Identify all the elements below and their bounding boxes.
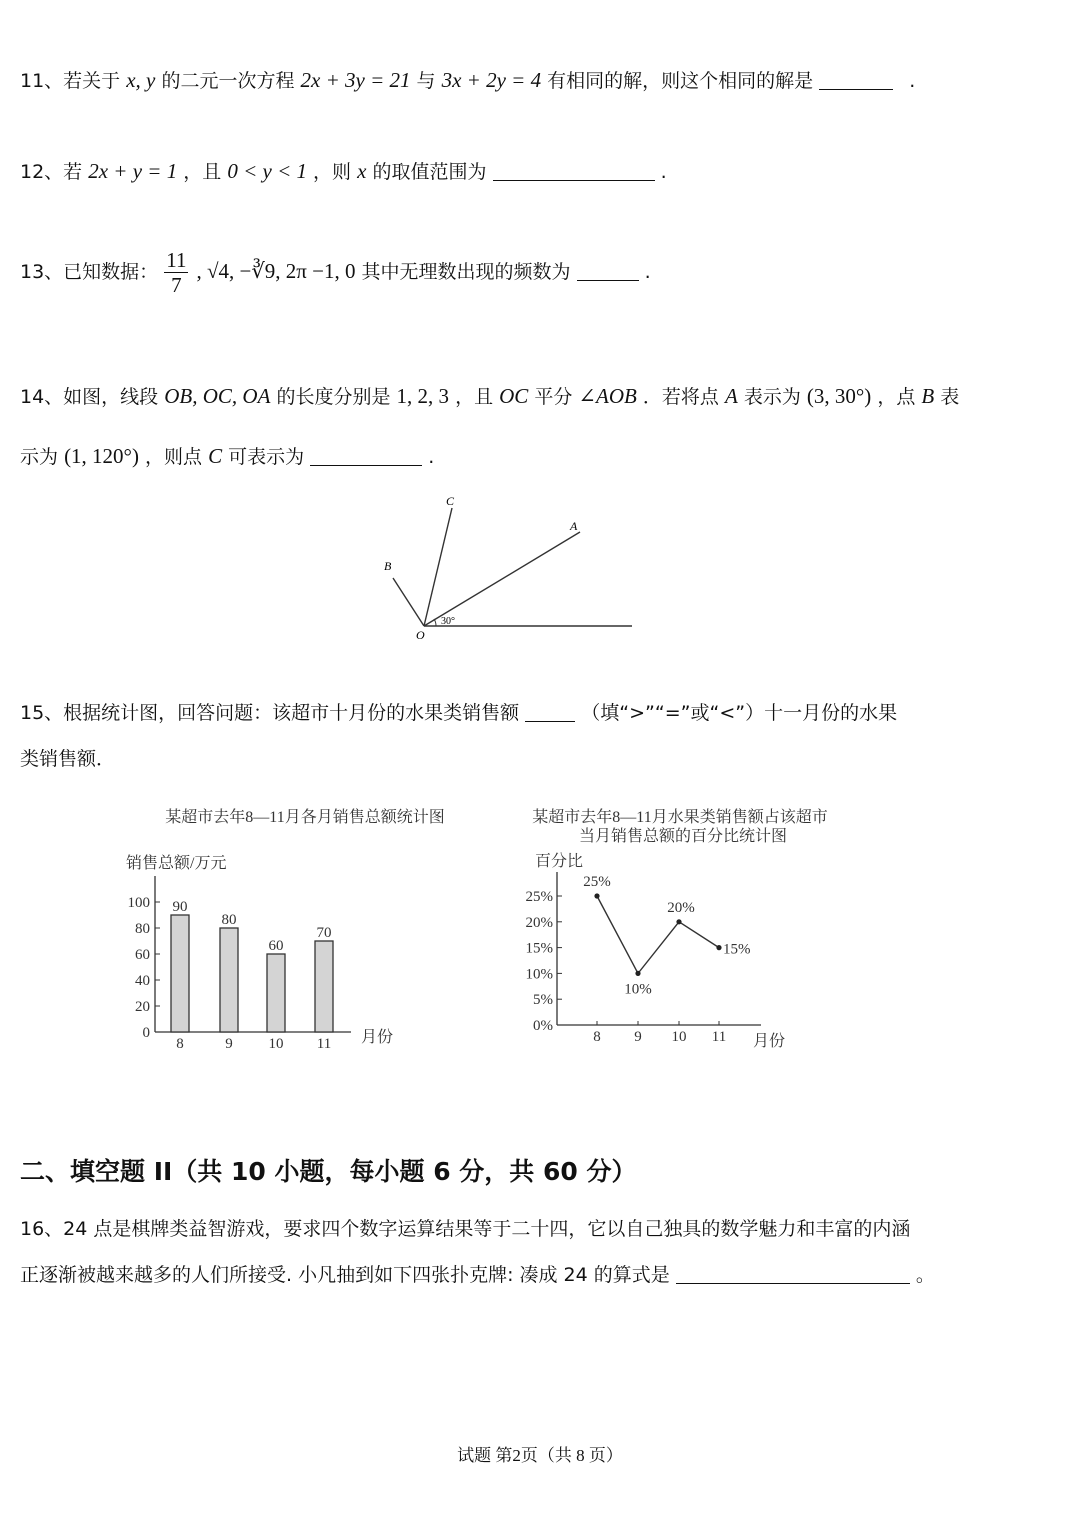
- q13-text: 13、已知数据：: [20, 261, 159, 283]
- bar: [220, 928, 238, 1032]
- y-tick-label: 100: [127, 895, 150, 911]
- x-axis-label: 月份: [361, 1029, 394, 1046]
- answer-blank-11[interactable]: [819, 71, 893, 90]
- question-12: [20, 157, 667, 184]
- x-tick-label: 8: [593, 1029, 601, 1045]
- q14-text: 平分: [534, 386, 573, 408]
- q13-text: 其中无理数出现的频数为: [361, 261, 571, 283]
- q14-oc: OC: [499, 384, 529, 408]
- data-point: [635, 971, 640, 976]
- x-tick-label: 9: [225, 1036, 233, 1052]
- data-label: 25%: [583, 874, 611, 890]
- q12-text: 的取值范围为: [372, 161, 487, 183]
- answer-blank-12[interactable]: [493, 162, 655, 181]
- q14-point-b: B: [921, 384, 935, 408]
- q14-text: ，则点: [145, 446, 203, 468]
- q14-end: .: [428, 446, 435, 468]
- ray-ob: [393, 578, 424, 626]
- data-point: [594, 893, 599, 898]
- q14-text: 可表示为: [228, 446, 305, 468]
- x-axis-label: 月份: [753, 1033, 786, 1050]
- bar: [267, 954, 285, 1032]
- x-tick-label: 10: [268, 1036, 284, 1052]
- y-axis-label: 销售总额/万元: [126, 855, 227, 872]
- figure-14-angles: [380, 490, 640, 642]
- q14-point-c: C: [208, 444, 223, 468]
- q11-text: 有相同的解，则这个相同的解是: [547, 70, 814, 92]
- fraction-numerator: 11: [166, 248, 187, 272]
- y-axis-label: 百分比: [535, 853, 584, 870]
- q12-equation: 2x + y = 1: [88, 159, 178, 183]
- question-13: [20, 248, 651, 297]
- y-tick-label: 0: [142, 1025, 150, 1041]
- q14-text: 表示为: [743, 386, 801, 408]
- series-line: [597, 896, 719, 973]
- y-tick-label: 5%: [533, 992, 553, 1009]
- ray-oa: [424, 532, 580, 626]
- q14-text: 14、如图，线段: [20, 386, 159, 408]
- q11-equation-1: 2x + 3y = 21: [300, 68, 411, 92]
- q14-coord-b: (1, 120°): [64, 444, 139, 468]
- q12-end: .: [660, 161, 667, 183]
- q14-point-a: A: [724, 384, 738, 408]
- q14-text: ，且: [455, 386, 494, 408]
- q16-text: 正逐渐被越来越多的人们所接受. 小凡抽到如下四张扑克牌: 凑成 24 的算式是: [20, 1264, 670, 1286]
- page-footer: 试题 第2页（共 8 页）: [457, 1446, 623, 1465]
- line-chart-fruit-percentage: [505, 798, 845, 1058]
- q14-text: ，点: [877, 386, 916, 408]
- x-tick-label: 8: [176, 1036, 184, 1052]
- question-16-line-1: [20, 1214, 910, 1241]
- data-label: 60: [268, 938, 284, 954]
- q11-equation-2: 3x + 2y = 4: [441, 68, 542, 92]
- q12-text: 12、若: [20, 161, 83, 183]
- fraction: [164, 248, 188, 297]
- q14-text: 表: [940, 386, 960, 408]
- data-label: 90: [172, 899, 188, 915]
- y-tick-label: 15%: [525, 940, 553, 957]
- y-tick-label: 0%: [533, 1018, 553, 1034]
- label-a: A: [570, 519, 578, 533]
- answer-blank-16[interactable]: [676, 1265, 910, 1284]
- bar: [171, 915, 189, 1032]
- q14-segments: OB, OC, OA: [164, 384, 271, 408]
- question-15-line-1: [20, 698, 897, 725]
- data-label: 10%: [624, 981, 652, 998]
- chart-title-line-2: 当月销售总额的百分比统计图: [578, 828, 788, 845]
- x-tick-label: 10: [671, 1029, 687, 1045]
- q12-text: ，且: [183, 161, 222, 183]
- fraction-denominator: 7: [171, 273, 182, 297]
- chart-title-line-1: 某超市去年8—11月水果类销售额占该超市: [532, 809, 828, 826]
- y-tick-label: 60: [135, 947, 150, 963]
- q11-text: 的二元一次方程: [161, 70, 295, 92]
- angle-arc: [434, 619, 436, 626]
- question-16-line-2: [20, 1260, 935, 1287]
- q12-text: ，则: [313, 161, 352, 183]
- answer-blank-14[interactable]: [310, 447, 422, 466]
- q12-inequality: 0 < y < 1: [227, 159, 307, 183]
- data-point: [716, 945, 721, 950]
- q12-variable: x: [357, 159, 367, 183]
- angle-label: 30°: [441, 616, 455, 627]
- q14-text: ．若将点: [642, 386, 719, 408]
- q13-end: .: [644, 261, 651, 283]
- q11-text: 11、若关于: [20, 70, 121, 92]
- y-tick-label: 10%: [525, 966, 553, 983]
- bar: [315, 941, 333, 1032]
- q13-data-values: , √4, −∛9, 2π −1, 0: [196, 259, 356, 283]
- question-14-line-2: [20, 442, 434, 469]
- data-label: 70: [316, 925, 332, 941]
- data-point: [676, 919, 681, 924]
- y-tick-label: 20: [135, 999, 150, 1015]
- y-tick-label: 80: [135, 921, 150, 937]
- q11-text: 与: [416, 70, 436, 92]
- question-15-line-2: [20, 744, 115, 771]
- y-tick-label: 40: [135, 973, 150, 989]
- label-o: O: [416, 628, 425, 642]
- q14-text: 示为: [20, 446, 59, 468]
- q15-text: 类销售额．: [20, 748, 116, 770]
- q16-end: 。: [915, 1264, 935, 1286]
- x-tick-label: 11: [316, 1036, 332, 1052]
- chart-title: 某超市去年8—11月各月销售总额统计图: [165, 809, 445, 826]
- answer-blank-13[interactable]: [577, 262, 639, 281]
- x-tick-label: 9: [634, 1029, 642, 1045]
- bar-chart-monthly-sales: [115, 798, 455, 1058]
- q15-text: （填“>”“=”或“<”）十一月份的水果: [581, 702, 898, 724]
- ray-oc: [424, 508, 452, 626]
- y-tick-label: 25%: [525, 889, 553, 905]
- data-label: 15%: [723, 941, 751, 958]
- answer-blank-15[interactable]: [525, 703, 575, 722]
- question-11: [20, 66, 915, 93]
- section-heading: 二、填空题 II（共 10 小题，每小题 6 分，共 60 分）: [20, 1157, 637, 1186]
- q11-vars: x, y: [126, 68, 156, 92]
- label-b: B: [384, 559, 392, 573]
- y-tick-label: 20%: [525, 914, 553, 931]
- question-14-line-1: [20, 382, 959, 409]
- q14-text: 的长度分别是: [276, 386, 391, 408]
- q15-text: 15、根据统计图，回答问题：该超市十月份的水果类销售额: [20, 702, 520, 724]
- data-label: 80: [221, 912, 237, 928]
- label-c: C: [446, 494, 455, 508]
- q14-angle: ∠AOB: [578, 384, 637, 408]
- x-tick-label: 11: [711, 1029, 727, 1045]
- data-label: 20%: [667, 899, 695, 916]
- q11-end: .: [909, 70, 916, 92]
- q14-coord-a: (3, 30°): [806, 384, 872, 408]
- q16-text: 16、24 点是棋牌类益智游戏，要求四个数字运算结果等于二十四，它以自己独具的数学魅力和丰富的内涵: [20, 1218, 911, 1240]
- q14-lengths: 1, 2, 3: [396, 384, 450, 408]
